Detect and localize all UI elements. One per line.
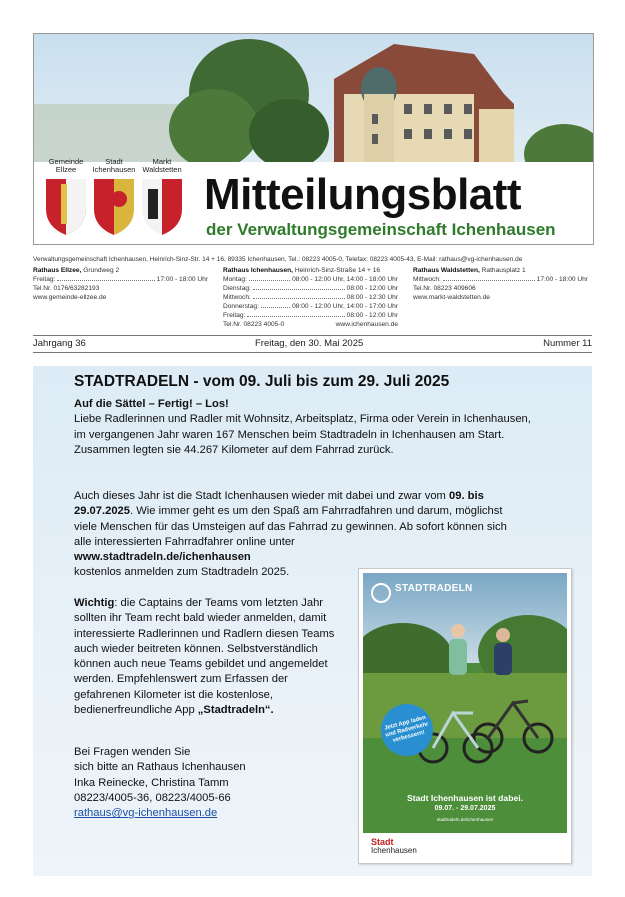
poster-brand: STADTRADELN (395, 583, 473, 594)
article-p2-text: Auch dieses Jahr ist die Stadt Ichenhausen wieder mit dabei und zwar vom (74, 490, 446, 502)
office-waldstetten-address: Rathausplatz 1 (479, 267, 526, 274)
office-waldstetten (413, 266, 588, 302)
masthead-subtitle: der Verwaltungsgemeinschaft Ichenhausen (206, 220, 556, 239)
poster-tagline: Stadt Ichenhausen ist dabei. (406, 793, 524, 803)
poster-app-badge: Jetzt App laden und Radverkehr verbessern! (375, 698, 439, 762)
masthead-title: Mitteilungsblatt (204, 170, 522, 219)
office-ichenhausen-time: 08:00 - 12:00 Uhr (346, 285, 398, 292)
article-intro-bold: Auf die Sättel – Fertig! – Los! (74, 398, 229, 410)
article-headline: STADTRADELN - vom 09. Juli bis zum 29. Juli 2025 (74, 373, 450, 390)
divider-bottom (33, 352, 592, 353)
office-waldstetten-time: 17:00 - 18:00 Uhr (536, 276, 588, 283)
issue-info (33, 338, 592, 352)
office-ichenhausen-time: 08:00 - 12:00 Uhr, 14:00 - 18:00 Uhr (292, 276, 398, 283)
office-ellzee-address: Grundweg 2 (81, 267, 120, 274)
article-paragraph-1 (74, 397, 534, 458)
article-p3-text: : die Captains der Teams vom letzten Jahr sollten ihr Team recht bald wieder anmelden, damit interessierte Radlerinnen und Radlern diesen Teams auch wieder beitreten können. Selbstverständlich können auch neue Teams gebildet und angemeldet werden. Empfehlenswert zum Erfassen der gefahrenen Kilometer ist die kostenlose, bedienerfreundliche App (74, 597, 335, 717)
office-ichenhausen-web[interactable]: www.ichenhausen.de (335, 321, 398, 328)
office-ichenhausen-day: Dienstag: (223, 285, 251, 292)
issue-number: Nummer 11 (543, 338, 592, 349)
office-ellzee-name: Rathaus Ellzee, (33, 267, 82, 274)
stadtradeln-poster (358, 568, 572, 864)
office-ellzee-phone: Tel.Nr. 0176/63282193 (33, 285, 100, 292)
contact-phones: 08223/4005-36, 08223/4005-66 (74, 791, 231, 804)
contact-email-link[interactable]: rathaus@vg-ichenhausen.de (74, 807, 218, 820)
divider-top (33, 335, 592, 336)
crest-label-ichenhausen: Stadt Ichenhausen (92, 157, 136, 174)
article-p2-text-b: . Wie immer geht es um den Spaß am Fahrradfahren und darum, möglichst viele Menschen für das Umsteigen auf das Fahrrad zu gewinnen. Ab sofort können sich alle interessierten Fahrradfahrer online unter (74, 505, 507, 548)
office-ellzee-day: Freitag: (33, 276, 56, 283)
office-ichenhausen-name: Rathaus Ichenhausen, (223, 267, 293, 274)
office-ichenhausen-day: Donnerstag: (223, 303, 259, 310)
office-ichenhausen-time: 08:00 - 12:00 Uhr, 14:00 - 17:00 Uhr (292, 303, 398, 310)
office-waldstetten-day: Mittwoch: (413, 276, 441, 283)
masthead (33, 33, 594, 245)
crest-label-waldstetten: Markt Waldstetten (142, 157, 182, 174)
logo-ichenhausen: Ichenhausen (371, 846, 417, 855)
office-ichenhausen (223, 266, 398, 329)
article-important-label: Wichtig (74, 597, 115, 609)
contact-line: Verwaltungsgemeinschaft Ichenhausen, Heinrich-Sinz-Str. 14 + 16, 89335 Ichenhausen, Tel.: 08223 4005-0, Telefax: 08223 4005-43, E-Mail: rathaus@vg-ichenhausen.de (33, 256, 523, 263)
office-ichenhausen-time: 08:00 - 12:00 Uhr (346, 312, 398, 319)
office-ichenhausen-day: Freitag: (223, 312, 246, 319)
office-ellzee-web[interactable]: www.gemeinde-ellzee.de (33, 294, 107, 301)
article-paragraph-3 (74, 596, 342, 718)
ichenhausen-logo (371, 838, 417, 855)
office-ichenhausen-phone: Tel.Nr. 08223 4005-0 (223, 321, 285, 328)
article-signup-url[interactable]: www.stadtradeln.de/ichenhausen (74, 551, 251, 564)
contact-line-1: Bei Fragen wenden Sie (74, 746, 191, 758)
article-app-name: „Stadtradeln“. (197, 704, 274, 717)
office-waldstetten-phone: Tel.Nr. 08223 409606 (413, 285, 476, 292)
poster-url: stadtradeln.de/ichenhausen (436, 817, 494, 822)
office-ellzee (33, 266, 208, 302)
article-p2-text-c: kostenlos anmelden zum Stadtradeln 2025. (74, 566, 290, 579)
office-ichenhausen-day: Montag: (223, 276, 247, 283)
issue-volume: Jahrgang 36 (33, 338, 86, 349)
contact-names: Inka Reinecke, Christina Tamm (74, 776, 229, 789)
article-contact (74, 745, 334, 821)
issue-date: Freitag, den 30. Mai 2025 (255, 338, 364, 349)
office-waldstetten-name: Rathaus Waldstetten, (413, 267, 480, 274)
contact-line-2: sich bitte an Rathaus Ichenhausen (74, 761, 246, 774)
office-waldstetten-web[interactable]: www.markt-waldstetten.de (413, 294, 490, 301)
office-ichenhausen-time: 08:00 - 12:30 Uhr (346, 294, 398, 301)
article-intro-text: Liebe Radlerinnen und Radler mit Wohnsitz, Arbeitsplatz, Firma oder Verein in Ichenhausen, im vergangenen Jahr waren 167 Menschen beim Stadtradeln in Ichenhausen am Start. Zusammen legten sie 44.267 Kilometer auf dem Fahrrad zurück. (74, 413, 531, 456)
office-ichenhausen-day: Mittwoch: (223, 294, 251, 301)
article-p2-dates: 09. bis 29.07.2025 (74, 490, 484, 518)
office-ellzee-time: 17:00 - 18:00 Uhr (156, 276, 208, 283)
article-paragraph-2 (74, 489, 526, 581)
crest-label-ellzee: Gemeinde Ellzee (48, 157, 84, 174)
office-ichenhausen-address: Heinrich-Sinz-Straße 14 + 16 (293, 267, 381, 274)
logo-stadt: Stadt (371, 837, 394, 847)
poster-dates: 09.07. - 29.07.2025 (434, 805, 496, 812)
